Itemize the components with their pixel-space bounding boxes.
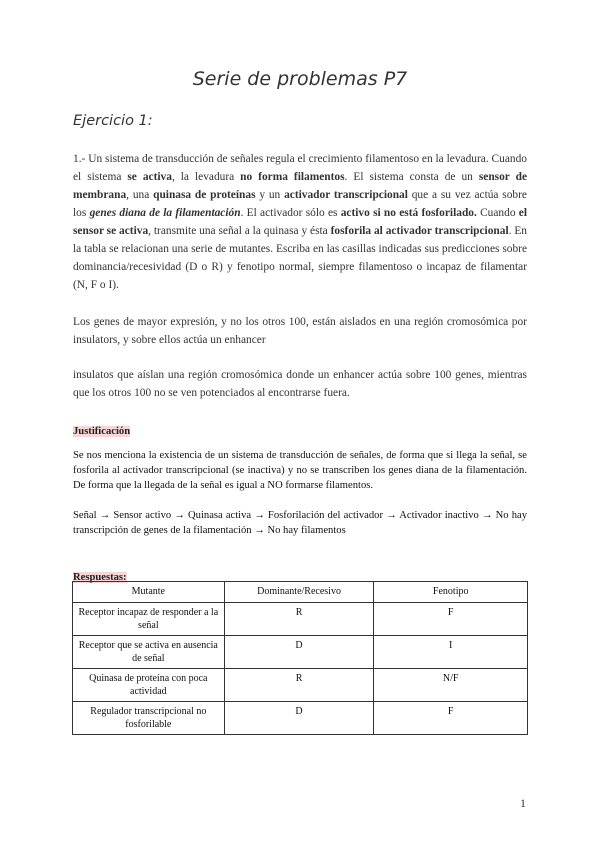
dominance-cell: R: [224, 603, 374, 636]
table-row: [73, 669, 528, 702]
problem-statement: [73, 150, 527, 294]
justificacion-label-wrap: [73, 421, 130, 439]
problem-segment: que a su vez actúa sobre los: [73, 189, 527, 219]
problem-segment: y un: [255, 189, 285, 201]
page-title: Serie de problemas P7: [192, 68, 408, 90]
exercise-heading: Ejercicio 1:: [73, 113, 153, 129]
problem-segment: quinasa de proteínas: [153, 189, 256, 201]
enhancer-paragraph: Los genes de mayor expresión, y no los otros 100, están aislados en una región cromosómica por insulators, y sobre ellos actúa un enhancer: [73, 316, 527, 346]
phenotype-cell: F: [374, 603, 528, 636]
page-number: 1: [520, 796, 526, 810]
problem-segment: Cuando: [476, 207, 519, 219]
problem-segment: sensor de membrana: [73, 171, 528, 201]
phenotype-cell: I: [374, 636, 528, 669]
problem-segment: . En la tabla se relacionan una serie de mutantes. Escriba en las casillas indicadas sus predicciones sobre dominancia/recesividad (D o R) y fenotipo normal, siempre filamentoso o incapaz de filamentar (N, F o I).: [73, 225, 527, 291]
respuestas-label: Respuestas:: [73, 572, 127, 583]
answers-table: [72, 581, 528, 735]
insulators-paragraph: insulatos que aíslan una región cromosómica donde un enhancer actúa sobre 100 genes, mientras que los otros 100 no se ven potenciados al encontrarse fuera.: [73, 369, 527, 399]
problem-segment: , transmite una señal a la quinasa y ésta: [148, 225, 331, 237]
problem-segment: no forma filamentos: [240, 171, 345, 183]
problem-segment: fosforila al activador transcripcional: [330, 225, 509, 237]
problem-segment: , una: [126, 189, 154, 201]
table-row: [73, 636, 528, 669]
problem-segment: 1.- Un sistema de transducción de señales regula el crecimiento filamentoso en la levadura. Cuando el sistema: [73, 153, 527, 183]
problem-segment: activo si no está fosforilado.: [340, 207, 477, 219]
phenotype-cell: F: [374, 702, 528, 735]
header-dominante-recesivo: Dominante/Recesivo: [224, 582, 374, 603]
problem-segment: se activa: [127, 171, 172, 183]
dominance-cell: R: [224, 669, 374, 702]
header-fenotipo: Fenotipo: [374, 582, 528, 603]
dominance-cell: D: [224, 636, 374, 669]
phenotype-cell: N/F: [374, 669, 528, 702]
problem-segment: . El sistema consta de un: [344, 171, 479, 183]
mutant-cell: Receptor incapaz de responder a la señal: [73, 603, 225, 636]
table-header-row: [73, 582, 528, 603]
table-row: [73, 603, 528, 636]
mutant-cell: Quinasa de proteína con poca actividad: [73, 669, 225, 702]
problem-segment: . El activador sólo es: [240, 207, 341, 219]
justificacion-text: Se nos menciona la existencia de un sistema de transducción de señales, de forma que si llega la señal, se fosforila al activador transcripcional (se inactiva) y no se transcriben los genes diana de la filamentación. De forma que la llegada de la señal es igual a NO formarse filamentos.: [73, 450, 527, 491]
mutant-cell: Regulador transcripcional no fosforilable: [73, 702, 225, 735]
table-row: [73, 702, 528, 735]
problem-segment: , la levadura: [171, 171, 241, 183]
problem-segment: genes diana de la filamentación: [89, 207, 241, 219]
dominance-cell: D: [224, 702, 374, 735]
header-mutante: Mutante: [73, 582, 225, 603]
justificacion-label: Justificación: [73, 426, 131, 437]
mutant-cell: Receptor que se activa en ausencia de señal: [73, 636, 225, 669]
pathway-text: Señal → Sensor activo → Quinasa activa → Fosforilación del activador → Activador inactivo → No hay transcripción de genes de la filamentación → No hay filamentos: [73, 510, 527, 536]
problem-segment: el sensor se activa: [73, 207, 528, 237]
problem-segment: activador transcripcional: [284, 189, 408, 201]
